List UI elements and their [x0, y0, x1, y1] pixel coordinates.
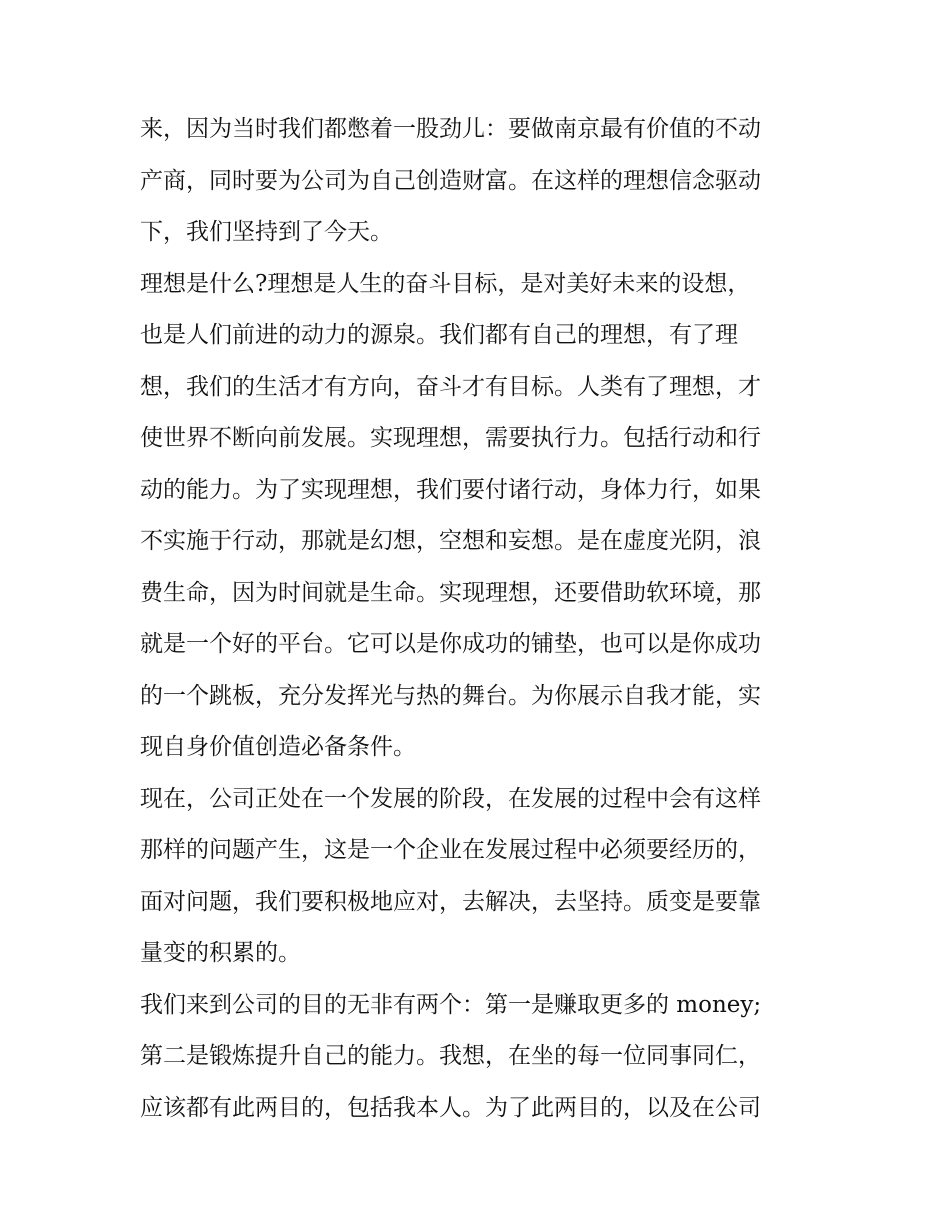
text-line: 那样的问题产生，这是一个企业在发展过程中必须要经历的，	[140, 837, 761, 863]
text-line: 下，我们坚持到了今天。	[140, 219, 393, 245]
text-line: 产商，同时要为公司为自己创造财富。在这样的理想信念驱动	[140, 167, 761, 194]
text-line: 就是一个好的平台。它可以是你成功的铺垫，也可以是你成功	[140, 631, 761, 657]
body-text	[140, 104, 820, 1134]
text-line: 理想是什么?理想是人生的奋斗目标，是对美好未来的设想，	[140, 270, 751, 297]
text-line: 面对问题，我们要积极地应对，去解决，去坚持。质变是要靠	[140, 888, 761, 915]
text-line: 的一个跳板，充分发挥光与热的舞台。为你展示自我才能，实	[140, 682, 761, 709]
text-line: 第二是锻炼提升自己的能力。我想，在坐的每一位同事同仁，	[140, 1043, 761, 1069]
text-line: 现自身价值创造必备条件。	[140, 734, 416, 760]
text-line: 费生命，因为时间就是生命。实现理想，还要借助软环境，那	[140, 579, 761, 606]
text-line: 应该都有此两目的，包括我本人。为了此两目的，以及在公司	[140, 1094, 761, 1121]
text-line: 我们来到公司的目的无非有两个：第一是赚取更多的 money;	[140, 991, 762, 1018]
text-line: 来，因为当时我们都憋着一股劲儿：要做南京最有价值的不动	[140, 116, 761, 142]
text-line: 动的能力。为了实现理想，我们要付诸行动，身体力行，如果	[140, 476, 761, 503]
text-line: 也是人们前进的动力的源泉。我们都有自己的理想，有了理	[140, 322, 738, 348]
text-line: 想，我们的生活才有方向，奋斗才有目标。人类有了理想，才	[140, 373, 761, 400]
text-line: 量变的积累的。	[140, 940, 301, 966]
text-line: 使世界不断向前发展。实现理想，需要执行力。包括行动和行	[140, 425, 761, 451]
text-line: 不实施于行动，那就是幻想，空想和妄想。是在虚度光阴，浪	[140, 528, 761, 554]
text-line: 现在，公司正处在一个发展的阶段，在发展的过程中会有这样	[140, 785, 761, 812]
